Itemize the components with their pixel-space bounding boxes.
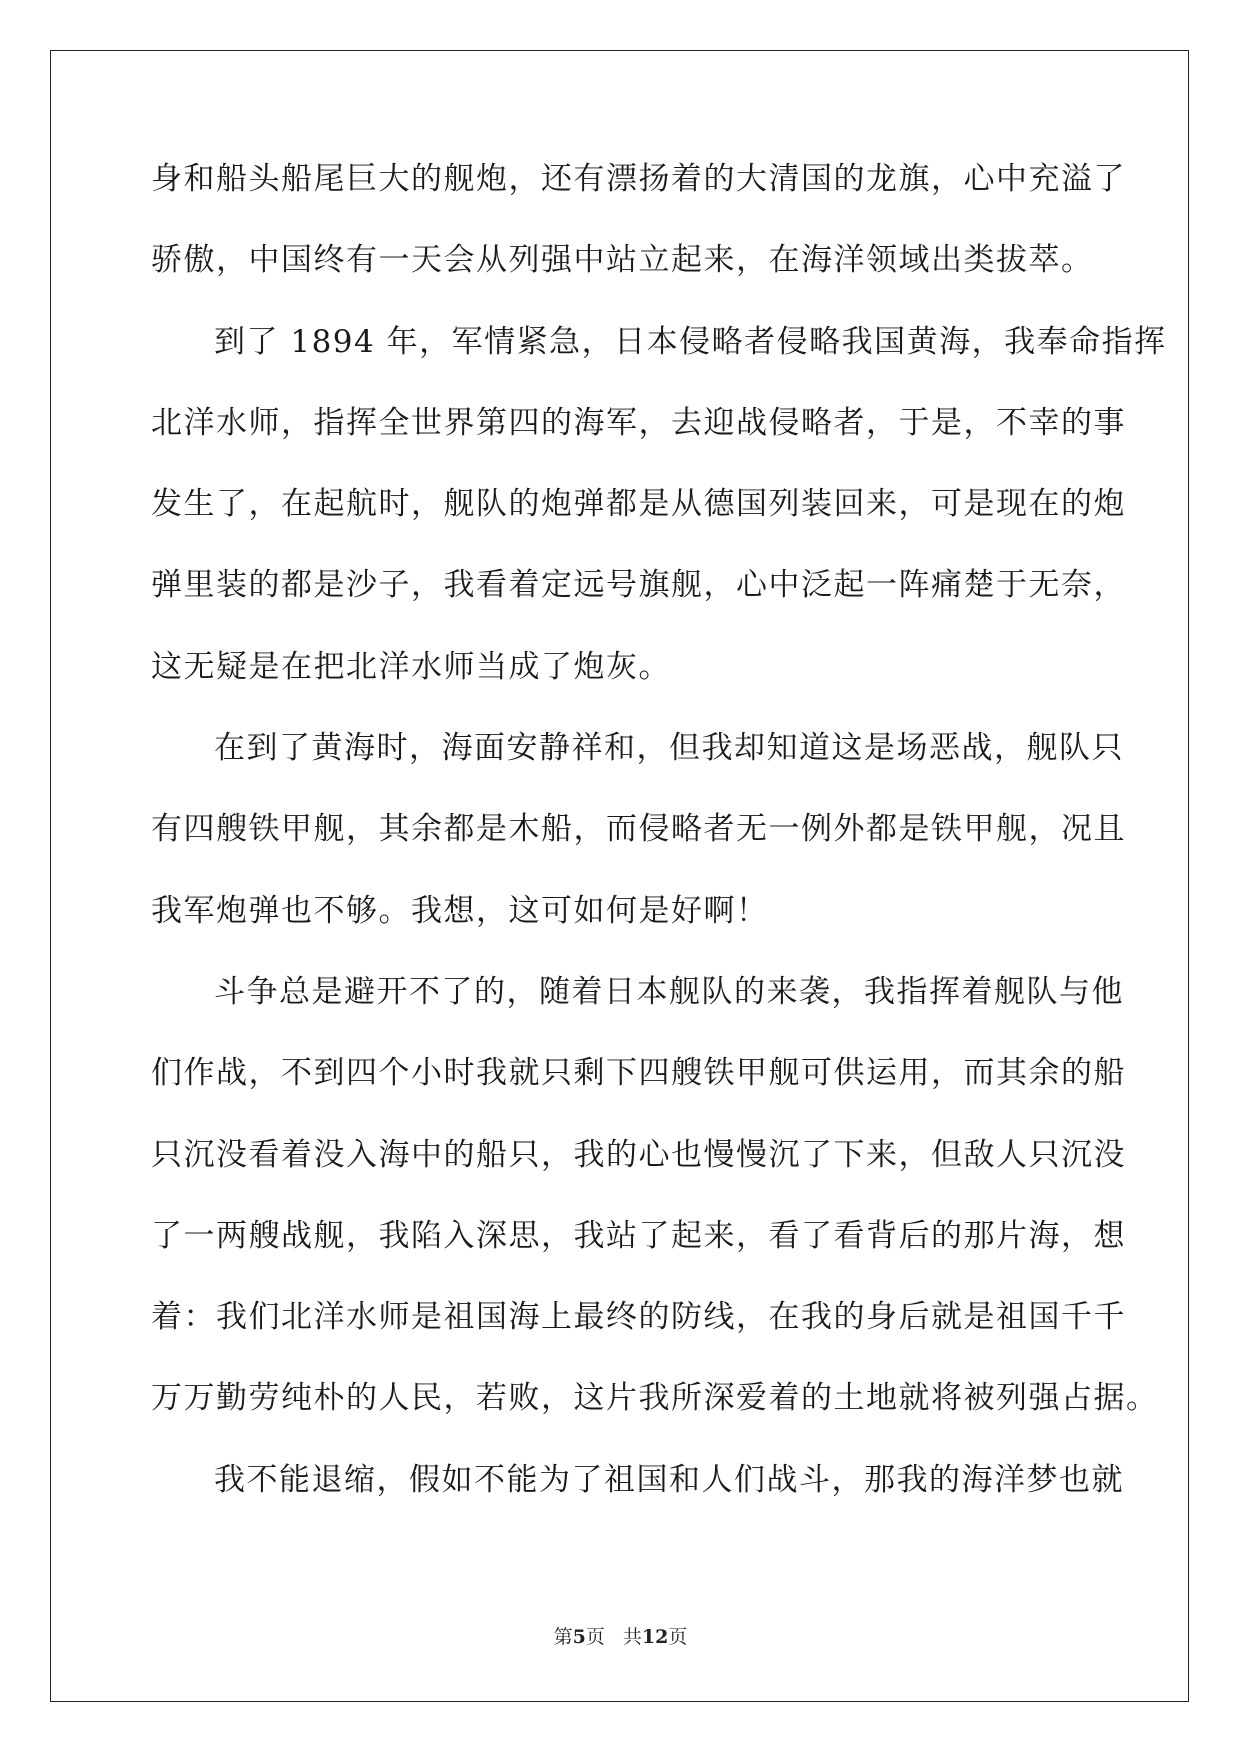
text-line: 身和船头船尾巨大的舰炮，还有漂扬着的大清国的龙旗，心中充溢了 [151,161,1126,197]
text-line: 斗争总是避开不了的，随着日本舰队的来袭，我指挥着舰队与他 [214,973,1124,1010]
text-line: 我军炮弹也不够。我想，这可如何是好啊！ [151,892,769,929]
text-line: 到了 1894 年，军情紧急，日本侵略者侵略我国黄海，我奉命指挥 [214,323,1167,360]
text-line: 北洋水师，指挥全世界第四的海军，去迎战侵略者，于是，不幸的事 [151,404,1126,441]
text-line: 在到了黄海时，海面安静祥和，但我却知道这是场恶战，舰队只 [214,730,1124,767]
text-line: 只沉没看着没入海中的船只，我的心也慢慢沉了下来，但敌人只沉没 [151,1136,1126,1173]
text-line: 了一两艘战舰，我陷入深思，我站了起来，看了看背后的那片海，想 [151,1217,1126,1254]
text-line: 骄傲，中国终有一天会从列强中站立起来，在海洋领域出类拔萃。 [151,242,1094,279]
total-suffix: 页 [668,1626,688,1648]
text-line: 这无疑是在把北洋水师当成了炮灰。 [151,648,671,685]
page-suffix: 页 [585,1626,605,1648]
total-pages: 12 [641,1626,669,1648]
page-prefix: 第 [553,1626,573,1648]
text-line: 弹里装的都是沙子，我看着定远号旗舰，心中泛起一阵痛楚于无奈， [151,567,1126,604]
document-body [151,152,1167,1534]
text-line: 着：我们北洋水师是祖国海上最终的防线，在我的身后就是祖国千千 [151,1299,1126,1336]
text-line: 有四艘铁甲舰，其余都是木船，而侵略者无一例外都是铁甲舰，况且 [151,811,1126,848]
page-footer [0,1622,1241,1649]
text-line: 发生了，在起航时，舰队的炮弹都是从德国列装回来，可是现在的炮 [151,486,1126,523]
total-prefix: 共 [622,1626,642,1648]
text-line: 万万勤劳纯朴的人民，若败，这片我所深爱着的土地就将被列强占据。 [151,1380,1159,1417]
text-line: 们作战，不到四个小时我就只剩下四艘铁甲舰可供运用，而其余的船 [151,1055,1126,1092]
page-number: 5 [572,1626,586,1648]
text-line: 我不能退缩，假如不能为了祖国和人们战斗，那我的海洋梦也就 [214,1461,1124,1498]
